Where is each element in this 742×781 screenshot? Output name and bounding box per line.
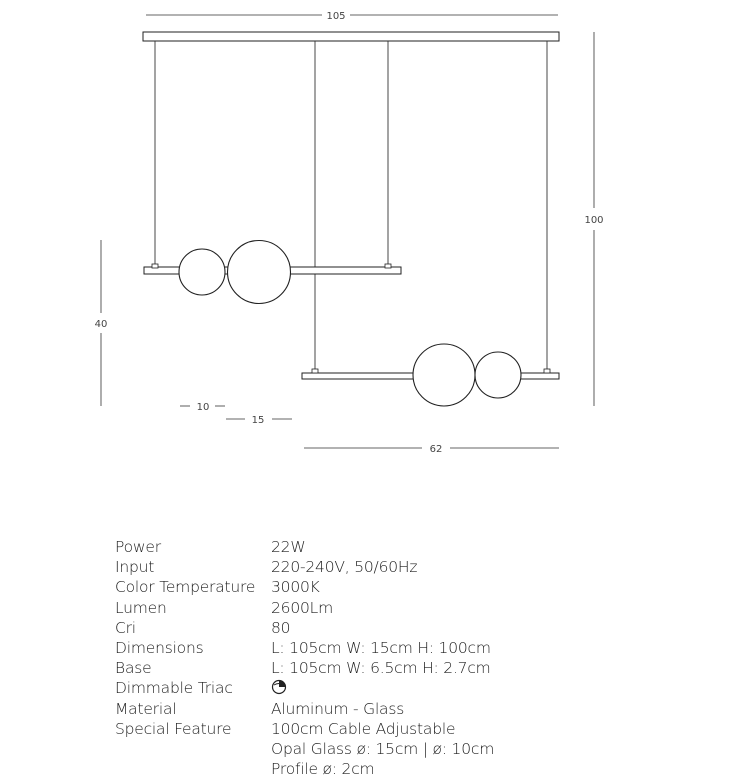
- spec-label: Input: [115, 558, 155, 577]
- upper-large-globe: [228, 241, 291, 304]
- upper-clip-right: [385, 264, 391, 268]
- spec-row-power: [115, 537, 494, 557]
- spec-value: L: 105cm W: 15cm H: 100cm: [271, 638, 491, 657]
- spec-row-cri: [115, 618, 494, 638]
- spec-label: [115, 739, 271, 759]
- lower-clip-right: [544, 369, 550, 373]
- spec-label: Lumen: [115, 598, 167, 617]
- spec-label: Power: [115, 538, 161, 556]
- spec-label: Color Temperature: [115, 578, 256, 597]
- spec-value: L: 105cm W: 6.5cm H: 2.7cm: [271, 659, 491, 678]
- spec-row-special-feature: [115, 719, 494, 739]
- lower-clip-left: [312, 369, 318, 373]
- spec-row-dimmable: [115, 678, 494, 698]
- spec-value: 100cm Cable Adjustable: [271, 719, 456, 738]
- spec-row-dimensions: [115, 638, 494, 658]
- spec-table: [115, 537, 494, 779]
- spec-label: Cri: [115, 618, 136, 637]
- spec-label: Material: [115, 699, 177, 718]
- dim-label-15: 15: [251, 415, 265, 426]
- upper-small-globe: [179, 249, 225, 295]
- spec-value: Profile ø: 2cm: [271, 760, 375, 779]
- spec-row-opal-glass: [115, 739, 494, 759]
- dim-label-40: 40: [94, 319, 108, 330]
- lower-large-globe: [413, 344, 475, 406]
- dim-label-62: 62: [429, 444, 443, 455]
- upper-clip-left: [152, 264, 158, 268]
- spec-value: 2600Lm: [271, 598, 333, 617]
- spec-value: 3000K: [271, 578, 320, 597]
- spec-value: 220-240V, 50/60Hz: [271, 558, 418, 577]
- spec-value: Aluminum - Glass: [271, 699, 405, 718]
- dim-label-105: 105: [326, 11, 346, 22]
- spec-row-color-temperature: [115, 577, 494, 597]
- dimmable-icon: [271, 679, 287, 695]
- spec-row-material: [115, 699, 494, 719]
- spec-value: [271, 678, 287, 698]
- ceiling-canopy: [143, 32, 559, 41]
- spec-value: Opal Glass ø: 15cm | ø: 10cm: [271, 739, 495, 758]
- spec-row-profile: [115, 759, 494, 779]
- lower-small-globe: [475, 352, 521, 398]
- dim-label-10: 10: [196, 402, 210, 413]
- spec-value: 80: [271, 618, 291, 637]
- spec-label: Special Feature: [115, 719, 232, 738]
- spec-label: Dimmable Triac: [115, 679, 233, 698]
- spec-label: Dimensions: [115, 638, 204, 657]
- spec-row-lumen: [115, 598, 494, 618]
- spec-row-input: [115, 557, 494, 577]
- dim-label-100: 100: [584, 215, 604, 226]
- spec-row-base: [115, 658, 494, 678]
- spec-value: 22W: [271, 538, 306, 556]
- spec-label: [115, 759, 271, 779]
- spec-label: Base: [115, 659, 152, 678]
